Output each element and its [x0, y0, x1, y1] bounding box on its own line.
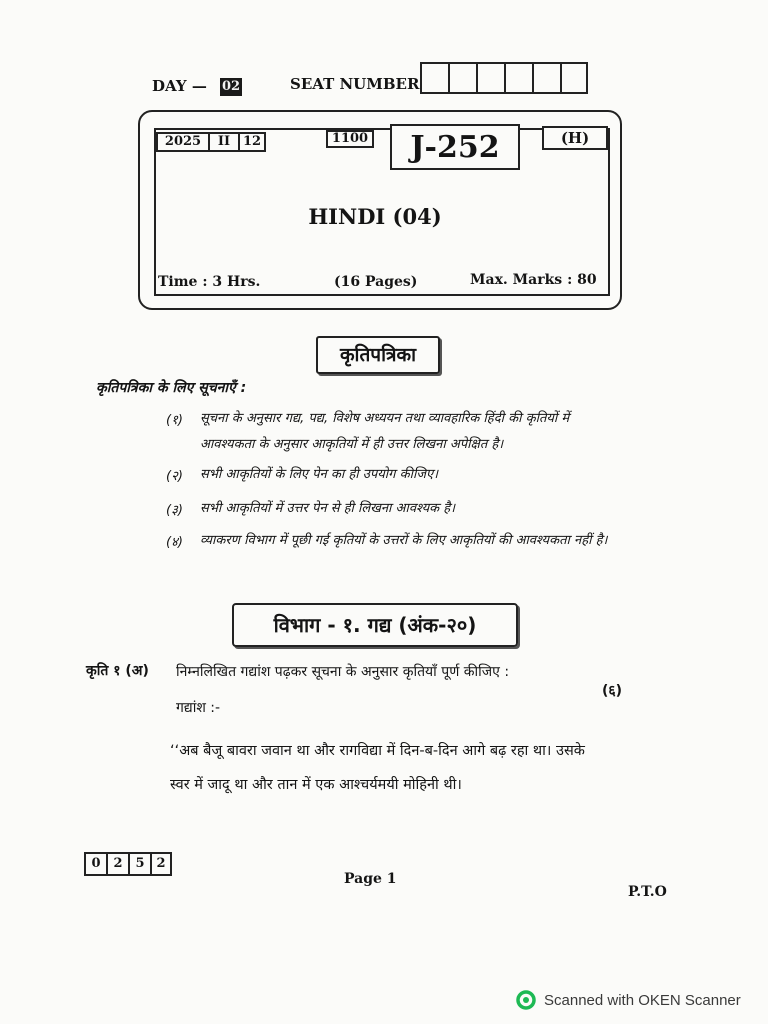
max-marks: Max. Marks : 80	[470, 272, 597, 288]
paper-code-boxes	[84, 852, 172, 876]
code-term: II	[208, 132, 240, 152]
seat-number-label: SEAT NUMBER	[290, 75, 420, 93]
seat-digit-box[interactable]	[420, 62, 448, 94]
seat-digit-box[interactable]	[448, 62, 476, 94]
seat-digit-box[interactable]	[560, 62, 588, 94]
instruction-number: (२)	[166, 469, 183, 484]
question-marks: (६)	[602, 683, 623, 699]
code-digit: 5	[128, 852, 150, 876]
exam-time: Time : 3 Hrs.	[158, 274, 261, 290]
code-time: 1100	[326, 130, 374, 148]
instruction-number: (४)	[166, 535, 183, 550]
code-digit: 0	[84, 852, 106, 876]
instruction-text: सूचना के अनुसार गद्य, पद्य, विशेष अध्ययन तथा व्यावहारिक हिंदी की कृतियों में आवश्यकता के अनुसार आकृतियों में ही उत्तर लिखना अपेक्षित है।	[200, 411, 570, 452]
page-count: (16 Pages)	[334, 274, 418, 290]
seat-number-boxes[interactable]	[420, 62, 588, 94]
instruction-text: व्याकरण विभाग में पूछी गई कृतियों के उत्तरों के लिए आकृतियों की आवश्यकता नहीं है।	[200, 533, 608, 548]
section-heading: विभाग - १. गद्य (अंक-२०)	[232, 603, 518, 647]
subject-title: HINDI (04)	[308, 204, 442, 229]
instruction-number: (१)	[166, 413, 183, 428]
code-digit: 2	[106, 852, 128, 876]
instructions-heading: कृतिपत्रिका के लिए सूचनाएँ :	[96, 380, 247, 396]
seat-digit-box[interactable]	[532, 62, 560, 94]
code-digit: 2	[150, 852, 172, 876]
day-value: 02	[221, 79, 241, 94]
medium-badge: (H)	[542, 126, 608, 150]
paper-code: J-252	[390, 124, 520, 170]
question-number: कृति १ (अ)	[86, 663, 149, 679]
code-year: 2025	[156, 132, 210, 152]
seat-digit-box[interactable]	[504, 62, 532, 94]
code-class: 12	[238, 132, 266, 152]
scanner-watermark	[516, 990, 741, 1010]
day-label: DAY —	[152, 77, 207, 95]
activity-sheet-title: कृतिपत्रिका	[316, 336, 440, 374]
please-turn-over: P.T.O	[628, 884, 667, 900]
instruction-text: सभी आकृतियों के लिए पेन का ही उपयोग कीजिए।	[200, 467, 439, 482]
instruction-text: सभी आकृतियों में उत्तर पेन से ही लिखना आवश्यक है।	[200, 501, 456, 516]
scanner-watermark-text: Scanned with OKEN Scanner	[544, 991, 741, 1009]
passage-label: गद्यांश :-	[176, 700, 221, 716]
question-text: निम्नलिखित गद्यांश पढ़कर सूचना के अनुसार कृतियाँ पूर्ण कीजिए :	[176, 664, 510, 680]
oken-scanner-icon	[516, 990, 536, 1010]
seat-digit-box[interactable]	[476, 62, 504, 94]
passage-text: ‘‘अब बैजू बावरा जवान था और रागविद्या में दिन-ब-दिन आगे बढ़ रहा था। उसके स्वर में जादू था और तान में एक आश्चर्यमयी मोहिनी थी।	[170, 743, 585, 793]
instruction-number: (३)	[166, 503, 183, 518]
page-number: Page 1	[344, 871, 397, 887]
